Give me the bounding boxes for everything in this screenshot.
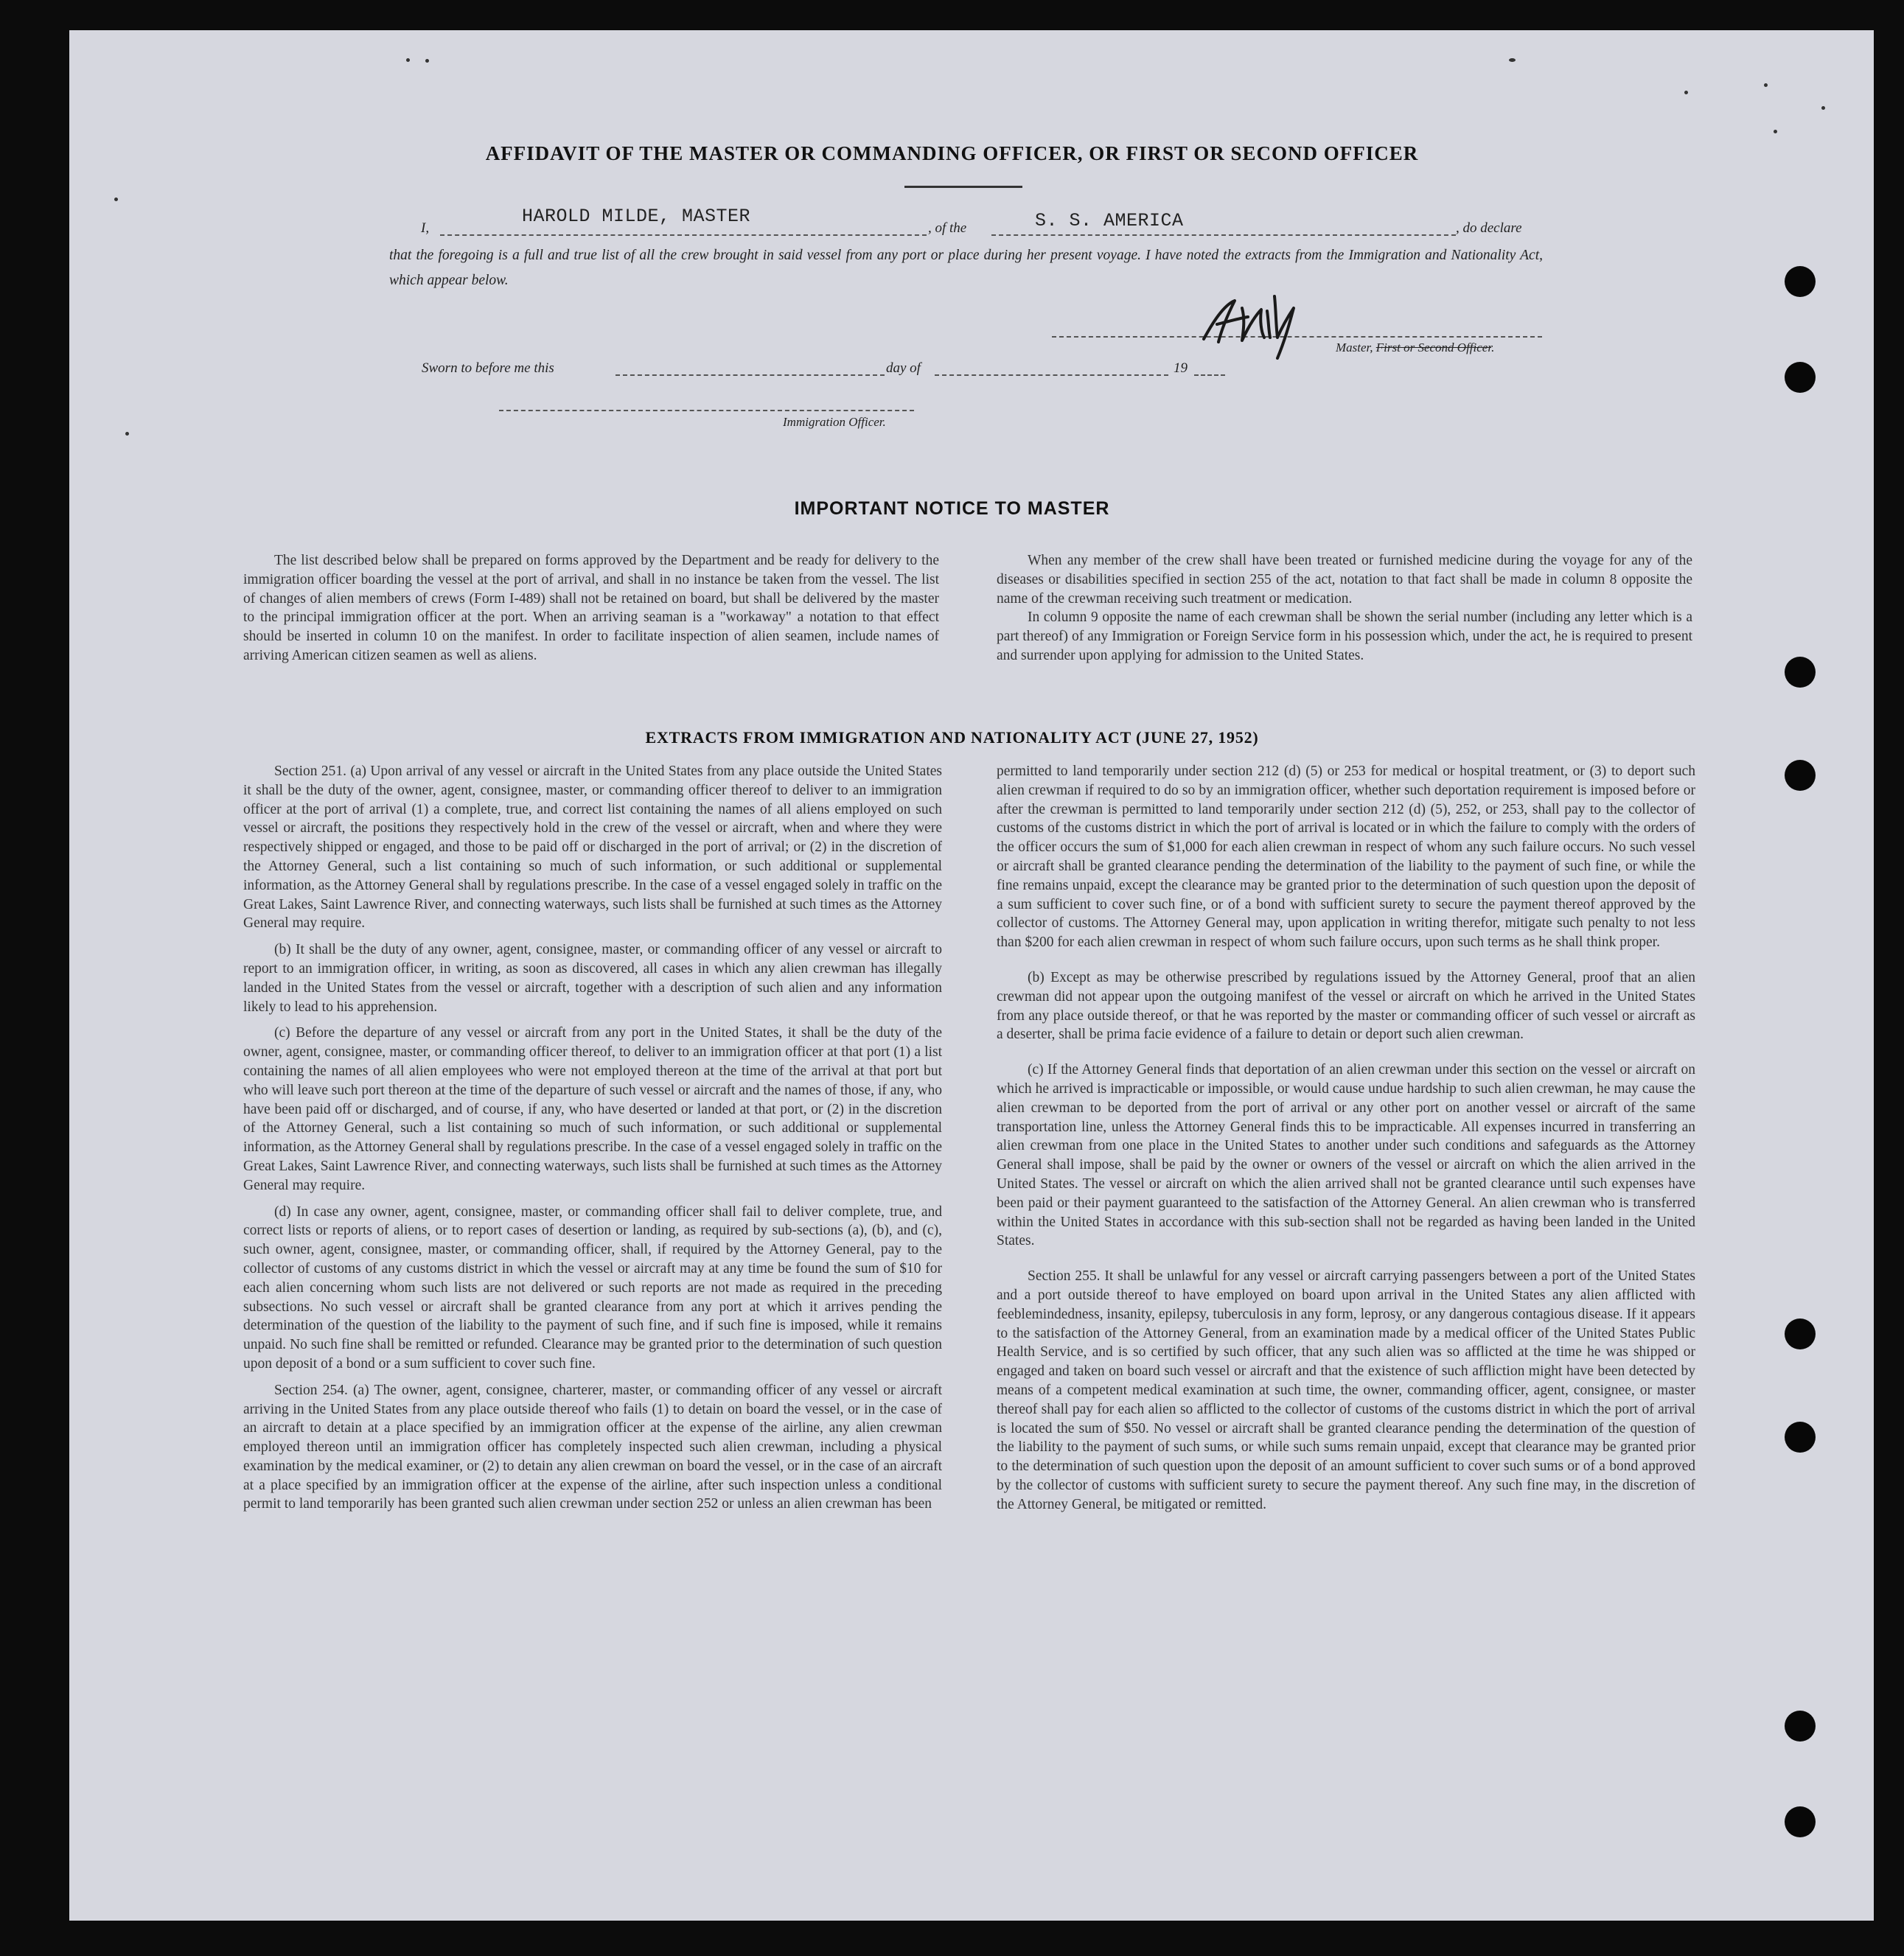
- notice-title: IMPORTANT NOTICE TO MASTER: [794, 498, 1110, 519]
- extract-section-255: Section 255. It shall be unlawful for any vessel or aircraft carrying passengers between a port of the United States and a port outside thereof to have employed on board upon arrival in the United States any alien afflicted with feeblemindedness, insanity, epilepsy, tuberculosis in any form, leprosy, or any dangerous contagious disease. If it appears to the satisfaction of the Attorney General, from an examination made by a medical officer of the United States Public Health Service, and is so certified by such officer, that any such alien was so afflicted at the time he was shipped or engaged and taken on board such vessel or aircraft and that the existence of such affliction might have been detected by means of a competent medical examination at such time, the owner, commanding officer, agent, consignee, or master thereof shall pay for each alien so afflicted to the collector of customs of the customs district in which the port of arrival is located the sum of $50. No vessel or aircraft shall be granted clearance pending the determination of the question of the liability to the payment of such sums, or while such sums remain unpaid, except that clearance may be granted prior to the determination of such question upon the deposit of an amount sufficient to cover such sums or of a bond approved by the collector of customs with sufficient surety to secure the payment thereof. Any such fine may, in the discretion of the Attorney General, be mitigated or remitted.: [997, 1268, 1695, 1512]
- scan-speck: [114, 198, 118, 201]
- extract-section-254b: (b) Except as may be otherwise prescribed by regulations issued by the Attorney General, proof that an alien crewman did not appear upon the outgoing manifest of the vessel or aircraft on which he arrived in the United States from any place outside thereof, or that he was reported by the master or commanding officer of such vessel or aircraft as a deserter, shall be prima facie evidence of a failure to detain or deport such alien crewman.: [997, 969, 1695, 1043]
- day-of-label: day of: [886, 360, 921, 376]
- signature-caption-struck: First or Second Officer: [1375, 340, 1492, 354]
- sworn-year-line: [1194, 374, 1225, 376]
- binder-hole: [1785, 1422, 1816, 1453]
- extracts-right-column: [997, 762, 1695, 1521]
- of-the-label: , of the: [928, 220, 967, 236]
- binder-hole: [1785, 1806, 1816, 1837]
- notice-right-paragraph-2: In column 9 opposite the name of each crewman shall be shown the serial number (including any letter which is a part thereof) of any Immigration or Foreign Service form in his possession which, under the act, he is required to present and surrender upon applying for admission to the United States.: [997, 609, 1692, 663]
- sworn-month-line: [935, 374, 1168, 376]
- extract-section-251c: (c) Before the departure of any vessel or aircraft from any port in the United States, it shall be the duty of the owner, agent, consignee, master, or commanding officer thereof, to deliver to an immigration officer at that port (1) a list containing the names of all alien employees who were not employed thereon at the time of the arrival at that port but who will leave such port thereon at the time of the departure of such vessel or aircraft and the names of those, if any, who have been paid off or discharged, and of course, if any, who have deserted or landed at that port, or (2) in the discretion of the Attorney General, such a list containing so much of such information, or such additional or supplemental information, as the Attorney General shall by regulations prescribe. In the case of a vessel engaged solely in traffic on the Great Lakes, Saint Lawrence River, and connecting waterways, such lists shall be furnished at such times as the Attorney General may require.: [243, 1025, 942, 1193]
- signature-image: [1190, 279, 1308, 367]
- immigration-officer-line: [499, 410, 914, 411]
- extract-section-254c: (c) If the Attorney General finds that deportation of an alien crewman under this section on the vessel or aircraft on which he arrived is impracticable or impossible, or would cause undue hardship to such alien crewman, he may cause the alien crewman to be deported from the port of arrival or any other port on another vessel or aircraft of the same transportation line, unless the Attorney General finds this to be impracticable. All expenses incurred in transferring an alien crewman from one place in the United States to another under such conditions and safeguards as the Attorney General shall impose, shall be paid by the owner or owners of the vessel or aircraft on which the alien arrived in the United States. The vessel or aircraft on which the alien arrived shall not be granted clearance until such expenses have been paid or their payment guaranteed to the satisfaction of the Attorney General. An alien crewman who is transferred within the United States in accordance with this sub-section shall not be regarded as having been landed in the United States.: [997, 1062, 1695, 1249]
- scan-speck: [1774, 130, 1777, 133]
- extract-section-251b: (b) It shall be the duty of any owner, agent, consignee, master, or commanding officer of any vessel or aircraft to report to an immigration officer, in writing, as soon as discovered, all cases in which any alien crewman has illegally landed in the United States from the vessel or aircraft, together with a description of such alien and any information likely to lead to his apprehension.: [243, 942, 942, 1015]
- sworn-label: Sworn to before me this: [422, 360, 554, 376]
- vessel-line: [991, 234, 1456, 236]
- do-declare-label: , do declare: [1456, 220, 1522, 236]
- binder-hole: [1785, 362, 1816, 393]
- title-divider: [904, 186, 1022, 188]
- extracts-left-column: [243, 762, 942, 1521]
- notice-right-column: [997, 551, 1692, 666]
- extract-section-254a-cont: permitted to land temporarily under section 212 (d) (5) or 253 for medical or hospital treatment, or (3) to deport such alien crewman if required to do so by an immigration officer, whether such deportation requirement is imposed before or after the crewman is permitted to land temporarily under section 212 (d) (5), 252, or 253, shall pay to the collector of customs of the customs district in which the port of arrival is located or in which the failure to comply with the orders of the officer occurs the sum of $1,000 for each alien crewman in respect of whom any such failure occurs. No such vessel or aircraft shall be granted clearance pending the determination of the liability to the payment of such fine, or while the fine remains unpaid, except the clearance may be granted prior to the determination of such question upon the deposit of a sum sufficient to cover such fine, or of a bond with sufficient surety to secure the payment thereof approved by the collector of customs. The Attorney General may, upon application in writing therefor, mitigate such penalty to not less than $200 for each alien crewman in respect of whom such failure occurs, upon such terms as he shall think proper.: [997, 764, 1695, 951]
- notice-left-paragraph: The list described below shall be prepared on forms approved by the Department and be ready for delivery to the immigration officer boarding the vessel at the port of arrival, and shall in no instance be taken from the vessel. The list of changes of alien members of crews (Form I-489) shall not be retained on board, but shall be delivered by the master to the principal immigration officer at the port. When an arriving seaman is a "workaway" a notation to that effect should be inserted in column 10 on the manifest. In order to facilitate inspection of alien seamen, include names of arriving American citizen seamen as well as aliens.: [243, 553, 939, 663]
- sworn-day-line: [616, 374, 885, 376]
- scan-speck: [425, 59, 429, 63]
- binder-hole: [1785, 266, 1816, 297]
- scan-speck: [1509, 58, 1516, 62]
- binder-hole: [1785, 1711, 1816, 1742]
- master-name-line: [440, 234, 927, 236]
- affidavit-title: AFFIDAVIT OF THE MASTER OR COMMANDING OFFICER, OR FIRST OR SECOND OFFICER: [485, 142, 1419, 164]
- vessel-name-value: S. S. AMERICA: [1035, 210, 1184, 231]
- notice-right-paragraph-1: When any member of the crew shall have been treated or furnished medicine during the voyage for any of the diseases or disabilities specified in section 255 of the act, notation to that fact shall be made in column 8 opposite the name of the crewman receiving such treatment or medication.: [997, 553, 1692, 607]
- signature-caption-master: Master,: [1336, 340, 1373, 354]
- signature-caption-end: .: [1491, 340, 1495, 354]
- scan-speck: [125, 432, 129, 436]
- binder-hole: [1785, 1318, 1816, 1349]
- extract-section-251a: Section 251. (a) Upon arrival of any vessel or aircraft in the United States from any place outside the United States it shall be the duty of the owner, agent, consignee, master, or commanding officer thereof to deliver to an immigration officer at the port of arrival (1) a complete, true, and correct list containing the names of all aliens employed on such vessel or aircraft, the positions they respectively hold in the crew of the vessel or aircraft, when and where they were respectively shipped or engaged, and those to be paid off or discharged in the port of arrival; or (2) in the discretion of the Attorney General, such a list containing so much of such information, or such additional or supplemental information, as the Attorney General shall by regulations prescribe. In the case of a vessel engaged solely in traffic on the Great Lakes, Saint Lawrence River, and connecting waterways, such lists shall be furnished at such times as the Attorney General may require.: [243, 764, 942, 932]
- binder-hole: [1785, 760, 1816, 791]
- master-name-value: HAROLD MILDE, MASTER: [522, 206, 751, 227]
- signature-caption: [1336, 340, 1494, 355]
- notice-left-column: [243, 551, 939, 666]
- extracts-title: EXTRACTS FROM IMMIGRATION AND NATIONALITY ACT (JUNE 27, 1952): [645, 728, 1259, 747]
- scan-speck: [1821, 106, 1825, 110]
- year-label: 19: [1174, 360, 1188, 376]
- i-label: I,: [421, 220, 430, 236]
- scan-speck: [1684, 91, 1688, 94]
- extract-section-251d: (d) In case any owner, agent, consignee, master, or commanding officer shall fail to deliver complete, true, and correct lists or reports of aliens, or to report cases of desertion or landing, as required by sub-sections (a), (b), and (c), such owner, agent, consignee, master, or commanding officer, shall, if required by the Attorney General, pay to the collector of customs of any customs district in which the vessel or aircraft may at any time be found the sum of $10 for each alien concerning whom such lists are not delivered or such reports are not made as required in the preceding subsections. No such vessel or aircraft shall be granted clearance from any port at which it arrives pending the determination of the question of the liability to the payment of such fine, and if such fine is imposed, while it remains unpaid. No such fine shall be remitted or refunded. Clearance may be granted prior to the determination of such question upon deposit of a bond or a sum sufficient to cover such fine.: [243, 1204, 942, 1372]
- scan-speck: [406, 58, 410, 62]
- scan-speck: [1764, 83, 1768, 87]
- immigration-officer-label: Immigration Officer.: [783, 415, 886, 429]
- declaration-text: that the foregoing is a full and true list of all the crew brought in said vessel from any port or place during her present voyage. I have noted the extracts from the Immigration and Nationality Act, which appear below.: [389, 248, 1543, 288]
- binder-hole: [1785, 657, 1816, 688]
- extract-section-254a: Section 254. (a) The owner, agent, consignee, charterer, master, or commanding officer of any vessel or aircraft arriving in the United States from any place outside thereof who fails (1) to detain on board the vessel, or in the case of an aircraft to detain at a place specified by an immigration officer at the expense of the airline, any alien crewman employed thereon until an immigration officer has completely inspected such alien crewman, including a physical examination by the medical examiner, or (2) to detain any alien crewman on board the vessel, or in the case of an aircraft at a place specified by an immigration officer at the expense of the airline, after such inspection unless a conditional permit to land temporarily has been granted such alien crewman under section 252 or unless an alien crewman has been: [243, 1382, 942, 1512]
